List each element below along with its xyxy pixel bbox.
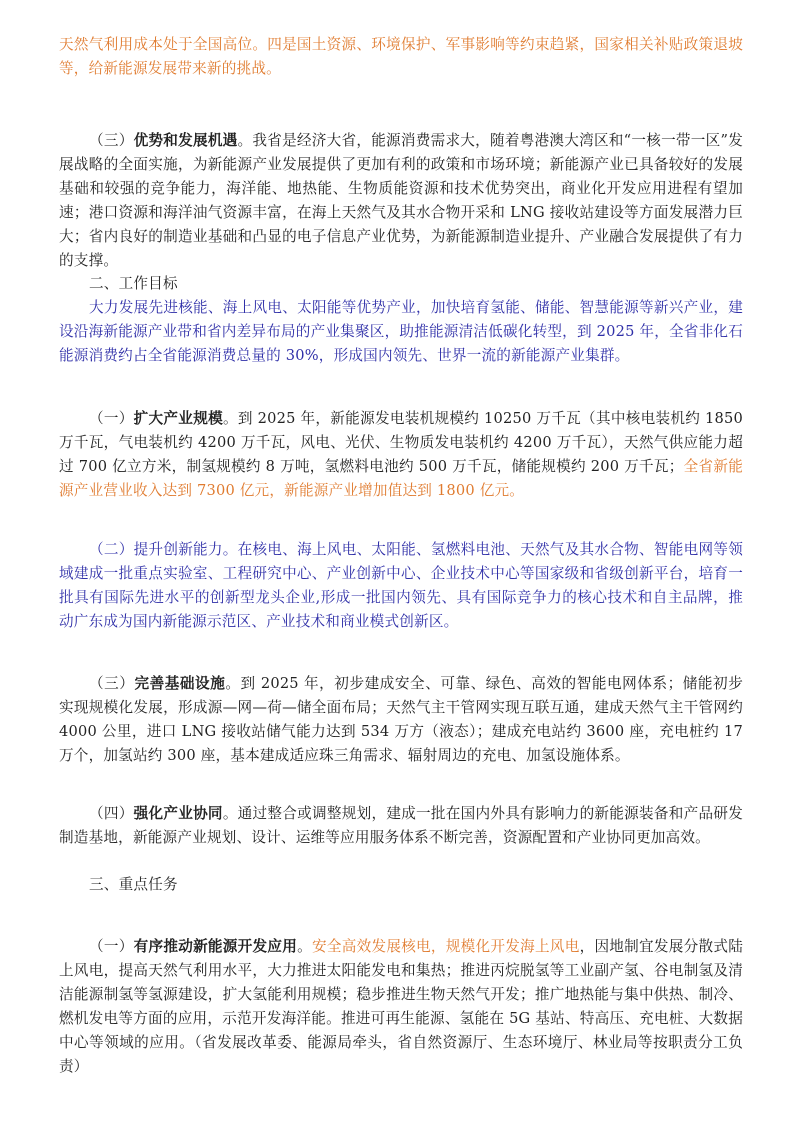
text-run: 。到 2025 年，新能源发电装机规模约 10250 万千瓦（其中核电装机约 1850 万千瓦，气电装机约 4200 万千瓦，风电、光伏、生物质发电装机约 4200 万千瓦），天然气供应能力超过 700 亿立方米，制氢规模约 8 万吨，氢燃料电池约 500 万千瓦，储能规模约 200 万千瓦；: [59, 410, 743, 475]
highlighted-text-run: 天然气利用成本处于全国高位。四是国土资源、环境保护、军事影响等约束趋紧，国家相关补贴政策退坡等，给新能源发展带来新的挑战。: [59, 36, 743, 77]
body-paragraph: [59, 935, 743, 1079]
text-run: （一）: [89, 410, 134, 427]
highlighted-text-run: 安全高效发展核电，规模化开发海上风电: [312, 938, 580, 955]
text-run: 。我省是经济大省，能源消费需求大，随着粤港澳大湾区和“一核一带一区”发展战略的全面实施，为新能源产业发展提供了更加有利的政策和市场环境；新能源产业已具备较好的发展基础和较强的竞争能力，海洋能、地热能、生物质能资源和技术优势突出，商业化开发应用进程有望加速；港口资源和海洋油气资源丰富，在海上天然气及其水合物开采和 LNG 接收站建设等方面发展潜力巨大；省内良好的制造业基础和凸显的电子信息产业优势，为新能源制造业提升、产业融合发展提供了有力的支撑。: [59, 132, 743, 269]
bold-lead-phrase: 有序推动新能源开发应用: [133, 938, 298, 955]
text-run: （四）: [89, 805, 134, 822]
text-run: （三）: [89, 675, 135, 692]
body-paragraph: [59, 296, 743, 368]
bold-lead-phrase: 优势和发展机遇: [133, 132, 238, 149]
section-heading: [59, 873, 743, 897]
body-paragraph: [59, 802, 743, 850]
highlighted-text-run: （二）提升创新能力。在核电、海上风电、太阳能、氢燃料电池、天然气及其水合物、智能电网等领域建成一批重点实验室、工程研究中心、产业创新中心、企业技术中心等国家级和省级创新平台，培育一批具有国际先进水平的创新型龙头企业,形成一批国内领先、具有国际竞争力的核心技术和自主品牌，推动广东成为国内新能源示范区、产业技术和商业模式创新区。: [59, 541, 743, 630]
text-run: 二、工作目标: [89, 275, 178, 292]
body-paragraph: [59, 538, 743, 634]
highlighted-text-run: 大力发展先进核能、海上风电、太阳能等优势产业，加快培育氢能、储能、智慧能源等新兴产业，建设沿海新能源产业带和省内差异布局的产业集聚区，助推能源清洁低碳化转型，到 2025 年，全省非化石能源消费约占全省能源消费总量的 30%，形成国内领先、世界一流的新能源产业集群。: [59, 299, 743, 364]
text-run: （一）: [89, 938, 134, 955]
text-run: ，因地制宜发展分散式陆上风电，提高天然气利用水平，大力推进太阳能发电和集热；推进丙烷脱氢等工业副产氢、谷电制氢及清洁能源制氢等氢源建设，扩大氢能利用规模；稳步推进生物天然气开发；推广地热能与集中供热、制冷、燃机发电等方面的应用，示范开发海洋能。推进可再生能源、氢能在 5G 基站、特高压、充电桩、大数据中心等领域的应用。（省发展改革委、能源局牵头，省自然资源厅、生态环境厅、林业局等按职责分工负责）: [59, 938, 744, 1075]
section-heading: [59, 272, 743, 296]
text-run: 。: [297, 938, 312, 955]
body-paragraph: [59, 407, 743, 503]
body-paragraph: [59, 33, 743, 81]
bold-lead-phrase: 强化产业协同: [133, 805, 223, 822]
text-run: 。到 2025 年，初步建成安全、可靠、绿色、高效的智能电网体系；储能初步实现规模化发展，形成源—网—荷—储全面布局；天然气主干管网实现互联互通，建成天然气主干管网约 4000 公里，进口 LNG 接收站储气能力达到 534 万方（液态）；建成充电站约 3600 座，充电桩约 17 万个，加氢站约 300 座，基本建成适应珠三角需求、辐射周边的充电、加氢设施体系。: [59, 675, 743, 764]
text-run: （三）: [89, 132, 134, 149]
bold-lead-phrase: 完善基础设施: [134, 675, 226, 692]
highlighted-text-run: 全省新能源产业营业收入达到 7300 亿元，新能源产业增加值达到 1800 亿元。: [59, 458, 743, 499]
text-run: 三、重点任务: [89, 876, 178, 893]
bold-lead-phrase: 扩大产业规模: [133, 410, 223, 427]
text-run: 。通过整合或调整规划，建成一批在国内外具有影响力的新能源装备和产品研发制造基地，新能源产业规划、设计、运维等应用服务体系不断完善，资源配置和产业协同更加高效。: [59, 805, 744, 846]
body-paragraph: [59, 129, 743, 273]
body-paragraph: [59, 672, 743, 768]
